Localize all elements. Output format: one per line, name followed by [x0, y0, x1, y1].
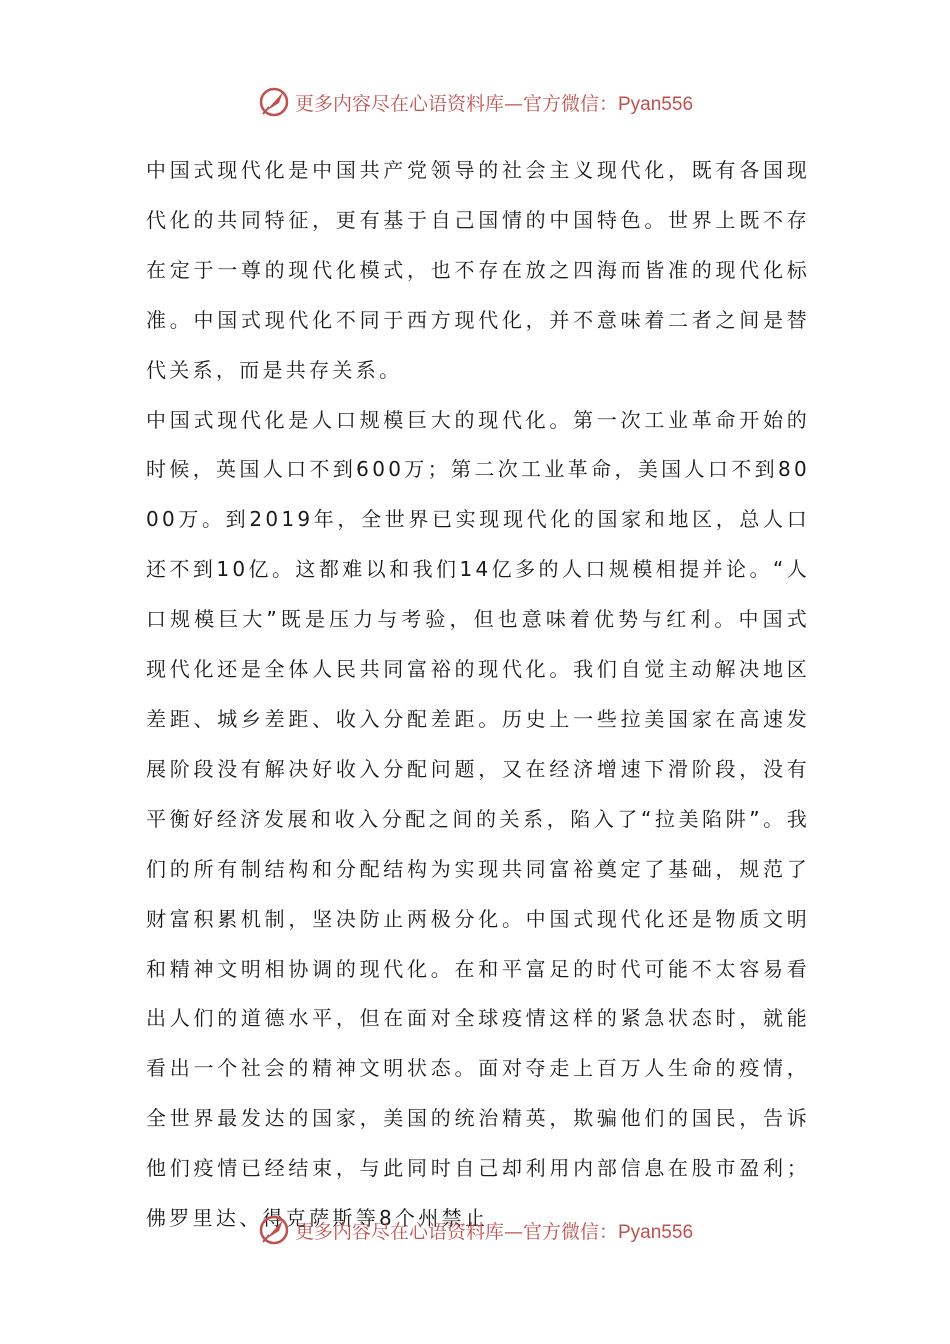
paragraph-2: 中国式现代化是人口规模巨大的现代化。第一次工业革命开始的时候，英国人口不到600万；第二次工业革命，美国人口不到8000万。到2019年，全世界已实现现代化的国家和地区，总人口还不到10亿。这都难以和我们14亿多的人口规模相提并论。“人口规模巨大”既是压力与考验，但也意味着优势与红利。中国式现代化还是全体人民共同富裕的现代化。我们自觉主动解决地区差距、城乡差距、收入分配差距。历史上一些拉美国家在高速发展阶段没有解决好收入分配问题，又在经济增速下滑阶段，没有平衡好经济发展和收入分配之间的关系，陷入了“拉美陷阱”。我们的所有制结构和分配结构为实现共同富裕奠定了基础，规范了财富积累机制，坚决防止两极分化。中国式现代化还是物质文明和精神文明相协调的现代化。在和平富足的时代可能不太容易看出人们的道德水平，但在面对全球疫情这样的紧急状态时，就能看出一个社会的精神文明状态。面对夺走上百万人生命的疫情，全世界最发达的国家，美国的统治精英，欺骗他们的国民，告诉他们疫情已经结束，与此同时自己却利用内部信息在股市盈利；佛罗里达、得克萨斯等8个州禁止: [146, 407, 810, 1231]
header-banner: [0, 82, 950, 122]
banner-text: 更多内容尽在心语资料库—官方微信：: [294, 1220, 618, 1243]
paragraph-1: 中国式现代化是中国共产党领导的社会主义现代化，既有各国现代化的共同特征，更有基于自己国情的中国特色。世界上既不存在定于一尊的现代化模式，也不存在放之四海而皆准的现代化标准。中国式现代化不同于西方现代化，并不意味着二者之间是替代关系，而是共存关系。: [146, 158, 810, 382]
wechat-id: Pyan556: [618, 1221, 694, 1243]
quill-logo-icon: [257, 85, 291, 119]
quill-logo-icon: [257, 1213, 291, 1247]
document-body: [146, 146, 810, 1244]
banner-text: 更多内容尽在心语资料库—官方微信：: [294, 92, 618, 115]
footer-banner: [0, 1210, 950, 1250]
wechat-id: Pyan556: [618, 93, 694, 115]
